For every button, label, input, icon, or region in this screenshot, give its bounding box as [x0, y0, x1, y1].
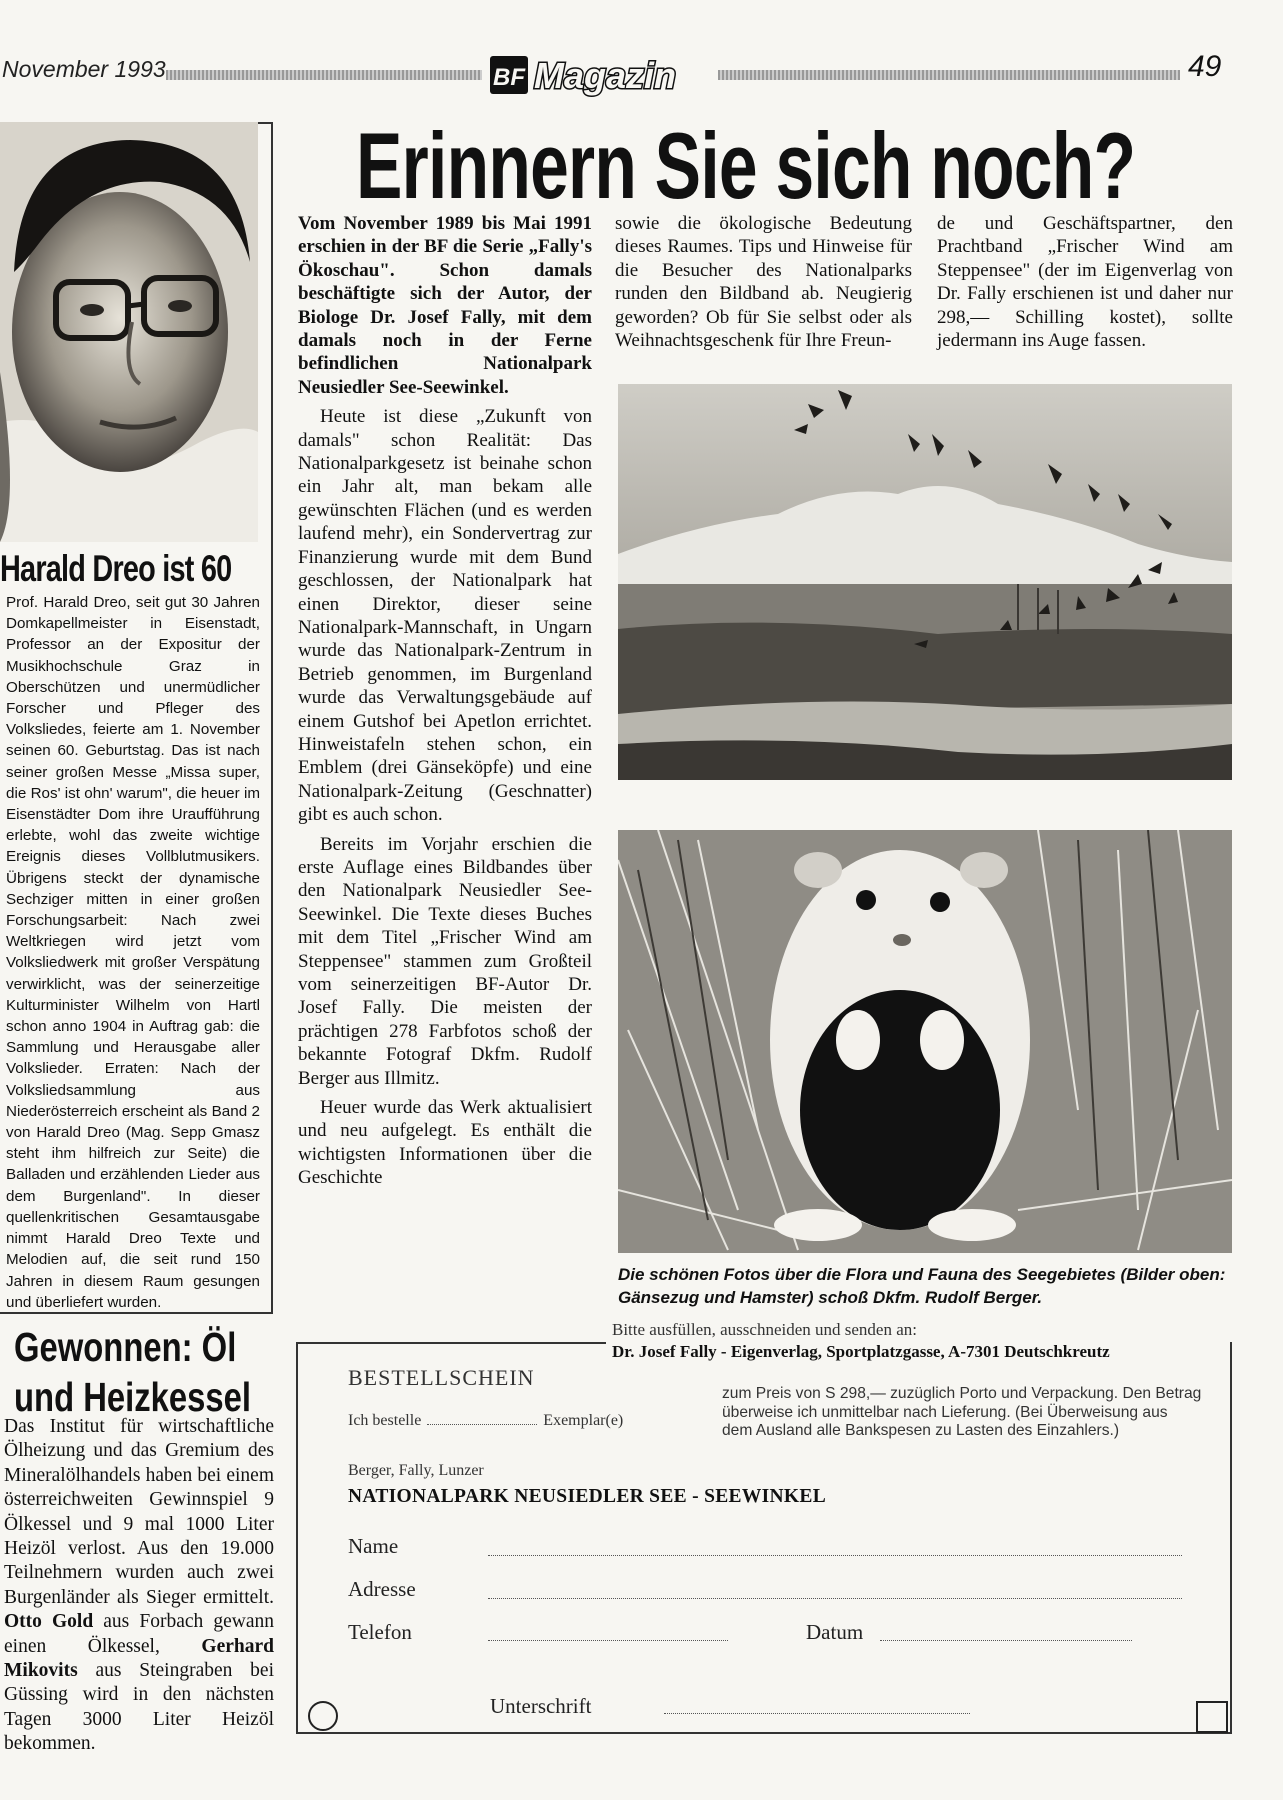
winner-1: Otto Gold: [4, 1611, 94, 1633]
phone-label: Telefon: [348, 1620, 412, 1644]
headline-oil-line1: Gewonnen: Öl: [14, 1324, 237, 1370]
article-lead: Vom November 1989 bis Mai 1991 erschien in der BF die Serie „Fally's Ökoschau". Schon damals beschäftigte sich der Autor, der Biologe Dr. Josef Fally, mit dem damals noch in der Ferne befindlichen Nationalpark Neusiedler See-Seewinkel.: [298, 213, 592, 398]
page-number: 49: [1188, 50, 1222, 83]
article-body-oil: [4, 1415, 274, 1757]
oil-text-1: Das Institut für wirtschaftliche Ölheizung und das Gremium des Mineralölhandels haben bei einem österreichweiten Gewinnspiel 9 Ölkessel und 9 mal 1000 Liter Heizöl verlost. Aus den 19.000 Teilnehmern wurden auch zwei Burgenländer als Sieger ermittelt.: [4, 1416, 274, 1608]
form-address: Dr. Josef Fally - Eigenverlag, Sportplatzgasse, A-7301 Deutschkreutz: [612, 1342, 1110, 1361]
magazine-logo: [488, 52, 712, 98]
order-quantity-line: [348, 1412, 623, 1430]
book-title: NATIONALPARK NEUSIEDLER SEE - SEEWINKEL: [348, 1486, 826, 1507]
article-headline-dreo: Harald Dreo ist 60: [0, 548, 232, 589]
checkbox-square[interactable]: [1196, 1701, 1228, 1733]
header-rule-left: [166, 70, 482, 80]
article-headline-oil: [14, 1322, 251, 1422]
oil-text-2: aus Forbach gewann einen Ölkessel,: [4, 1611, 274, 1657]
main-column-3: de und Geschäftspartner, den Prachtband „Frischer Wind am Steppensee" (der im Eigenverlag von Dr. Fally erschienen ist und daher nur 298,— Schilling kostet), sollte jedermann ins Auge fassen.: [937, 213, 1233, 352]
hamster-photo: [618, 830, 1232, 1253]
order-suffix: Exemplar(e): [543, 1412, 624, 1429]
main-column-1: [298, 212, 592, 1196]
order-prefix: Ich bestelle: [348, 1412, 422, 1429]
name-field[interactable]: [488, 1554, 1182, 1556]
article-paragraph: Bereits im Vorjahr erschien die erste Auflage eines Bildbandes über den Nationalpark Neusiedler See-Seewinkel. Die Texte dieses Buches mit dem Titel „Frischer Wind am Steppensee" stammen zum Großteil vom seinerzeitigen BF-Autor Dr. Josef Fally. Die meisten der prächtigen 278 Farbfotos schoß der bekannte Fotograf Dkfm. Rudolf Berger aus Illmitz.: [298, 833, 592, 1089]
date-field[interactable]: [880, 1639, 1132, 1641]
form-title: BESTELLSCHEIN: [348, 1365, 535, 1390]
phone-field[interactable]: [488, 1639, 728, 1641]
signature-label: Unterschrift: [490, 1694, 592, 1718]
main-column-2: sowie die ökologische Bedeutung dieses Raumes. Tips und Hinweise für die Besucher des Nationalparks runden den Bildband ab. Neugierig geworden? Ob für Sie selbst oder als Weihnachtsgeschenk für Ihre Freun-: [615, 213, 912, 352]
quantity-input[interactable]: [427, 1424, 537, 1425]
date-label: Datum: [806, 1620, 864, 1644]
photo-caption: Die schönen Fotos über die Flora und Fauna des Seegebietes (Bilder oben: Gänsezug und Hamster) schoß Dkfm. Rudolf Berger.: [618, 1265, 1226, 1307]
article-paragraph: Heute ist diese „Zukunft von damals" schon Realität: Das Nationalparkgesetz ist beinahe schon ein Jahr alt, man bekam alle gewünschten Flächen (und es werden laufend mehr), ein Sondervertrag zur Finanzierung wurde mit dem Bund geschlossen, der Nationalpark hat einen Direktor, dieser seine Nationalpark-Mannschaft, in Ungarn wurde das Nationalpark-Zentrum in Betrieb genommen, im Burgenland wurde das Verwaltungsgebäude auf einem Gutshof bei Apetlon errichtet. Hinweistafeln stehen schon, ein Emblem (drei Gänseköpfe) und eine Nationalpark-Zeitung (Geschnatter) gibt es auch schon.: [298, 406, 592, 826]
headline-oil-line2: und Heizkessel: [14, 1374, 251, 1420]
address-field[interactable]: [488, 1597, 1182, 1599]
oil-text-3: aus Steingraben bei Güssing wird in den nächsten Tagen 3000 Liter Heizöl bekommen.: [4, 1660, 274, 1755]
header-rule-right: [718, 70, 1180, 80]
order-terms: zum Preis von S 298,— zuzüglich Porto und Verpackung. Den Betrag überweise ich unmittelbar nach Lieferung. (Bei Überweisung aus dem Ausland alle Bankspesen zu Lasten des Einzahlers.): [722, 1385, 1202, 1440]
logo-magazin-text: Magazin: [534, 55, 677, 96]
name-label: Name: [348, 1534, 399, 1558]
book-authors: Berger, Fally, Lunzer: [348, 1462, 484, 1479]
cut-mark-circle: [308, 1701, 338, 1731]
main-headline: Erinnern Sie sich noch?: [356, 113, 1136, 218]
article-body-dreo: Prof. Harald Dreo, seit gut 30 Jahren Domkapellmeister in Eisenstadt, Professor an der Expositur der Musikhochschule Graz in Oberschützen und unermüdlicher Forscher und Pfleger des Volksliedes, feierte am 1. November seinen 60. Geburtstag. Das ist nach seiner großen Messe „Missa super, die Ros' ist ohn' warum", die heuer im Eisenstädter Dom ihre Uraufführung erlebte, wohl das zweite wichtige Ereignis dieses Vollblutmusikers. Übrigens steckt der dynamische Sechziger mitten in einer großen Forschungsarbeit: Nach zwei Weltkriegen wird jetzt vom Volksliedwerk mit großer Verspätung verwirklicht, was der seinerzeitige Kulturminister Wilhelm von Hartl schon anno 1904 in Auftrag gab: die Sammlung und Herausgabe aller Volkslieder. Erraten: Nach der Volksliedsammlung aus Niederösterreich erscheint als Band 2 von Harald Dreo (Mag. Sepp Gmasz steht ihm hilfreich zur Seite) die Balladen und erzählenden Lieder aus dem Burgenland". In dieser quellenkritischen Gesamtausgabe nimmt Harald Dreo Texte und Melodien auf, die seit rund 150 Jahren in diesem Raum gesungen und überliefert wurden.: [6, 594, 260, 1311]
address-label: Adresse: [348, 1577, 416, 1601]
logo-bf-text: BF: [493, 64, 525, 91]
portrait-photo: [0, 122, 258, 542]
geese-photo: [618, 384, 1232, 780]
signature-field[interactable]: [664, 1712, 970, 1714]
issue-date: November 1993: [2, 56, 166, 82]
article-paragraph: Heuer wurde das Werk aktualisiert und neu aufgelegt. Es enthält die wichtigsten Informationen über die Geschichte: [298, 1097, 592, 1189]
winner-2: Gerhard Mikovits: [4, 1635, 274, 1682]
form-instruction: Bitte ausfüllen, ausschneiden und senden an:: [612, 1320, 917, 1339]
